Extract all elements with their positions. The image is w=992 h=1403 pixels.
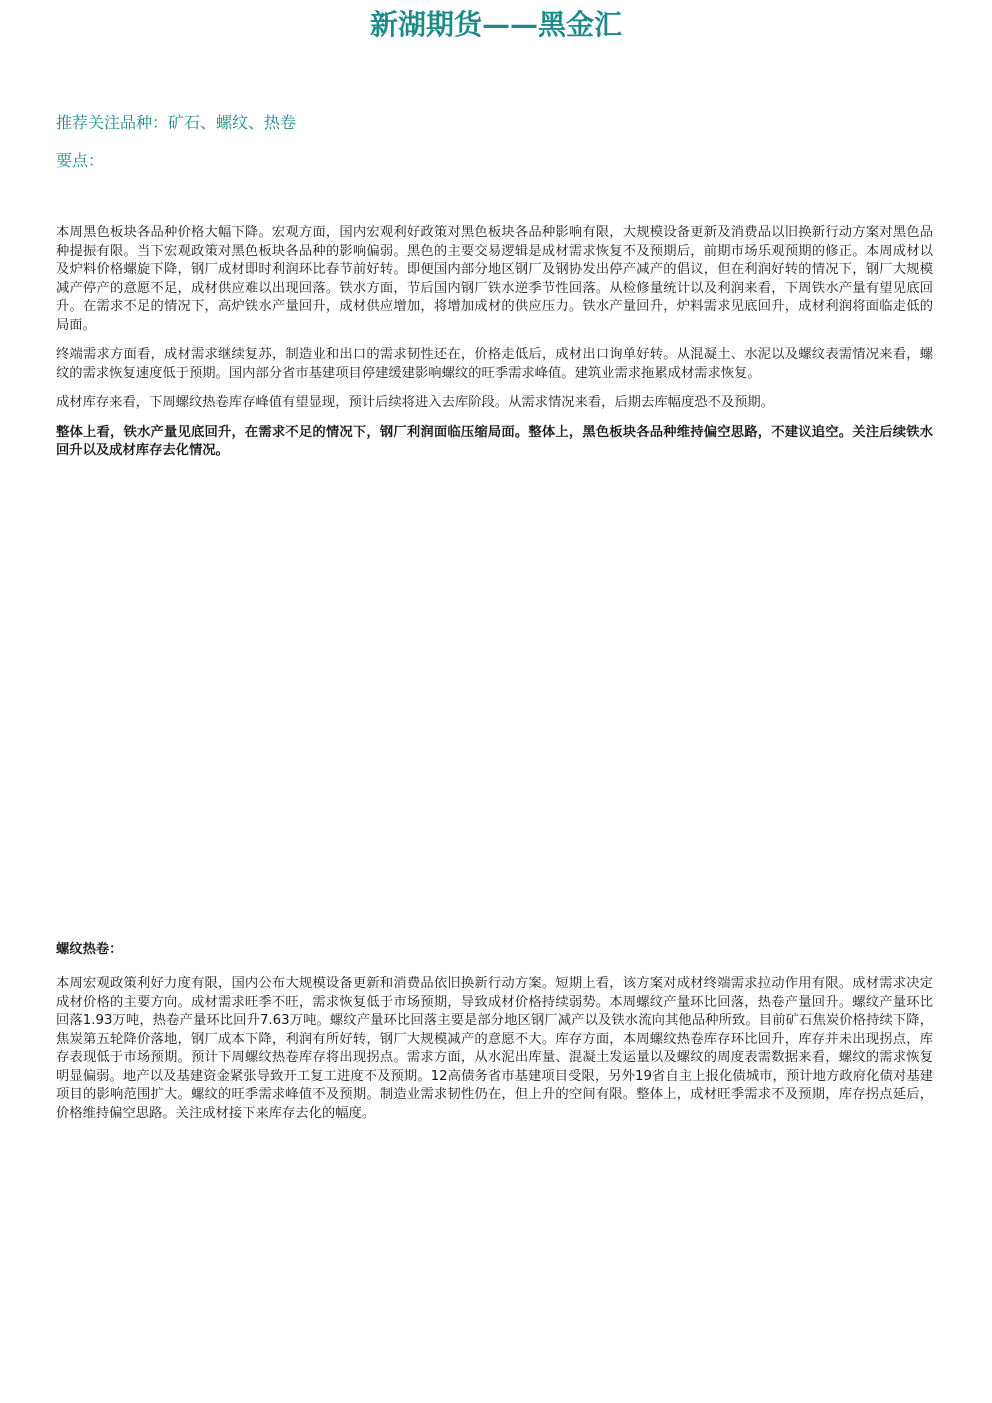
rebar-paragraph: 本周宏观政策利好力度有限，国内公布大规模设备更新和消费品依旧换新行动方案。短期上看，该方案对成材终端需求拉动作用有限。成材需求决定成材价格的主要方向。成材需求旺季不旺，需求恢复低于市场预期，导致成材价格持续弱势。本周螺纹产量环比回落，热卷产量回升。螺纹产量环比回落1.93万吨，热卷产量环比回升7.63万吨。螺纹产量环比回落主要是部分地区钢厂减产以及铁水流向其他品种所致。目前矿石焦炭价格持续下降，焦炭第五轮降价落地，钢厂成本下降，利润有所好转，钢厂大规模减产的意愿不大。库存方面，本周螺纹热卷库存环比回升，库存并未出现拐点，库存表现低于市场预期。预计下周螺纹热卷库存将出现拐点。需求方面，从水泥出库量、混凝土发运量以及螺纹的周度表需数据来看，螺纹的需求恢复明显偏弱。地产以及基建资金紧张导致开工复工进度不及预期。12高债务省市基建项目受限，另外19省自主上报化债城市，预计地方政府化债对基建项目的影响范围扩大。螺纹的旺季需求峰值不及预期。制造业需求韧性仍在，但上升的空间有限。整体上，成材旺季需求不及预期，库存拐点延后，价格维持偏空思路。关注成材接下来库存去化的幅度。 — [56, 976, 933, 1121]
summary-paragraph-demand: 终端需求方面看，成材需求继续复苏，制造业和出口的需求韧性还在，价格走低后，成材出口询单好转。从混凝土、水泥以及螺纹表需情况来看，螺纹的需求恢复速度低于预期。国内部分省市基建项目停建缓建影响螺纹的旺季需求峰值。建筑业需求拖累成材需求恢复。 — [56, 347, 933, 381]
summary-paragraph-conclusion: 整体上看，铁水产量见底回升，在需求不足的情况下，钢厂利润面临压缩局面。整体上，黑色板块各品种维持偏空思路，不建议追空。关注后续铁水回升以及成材库存去化情况。 — [56, 424, 933, 458]
recommended-varieties: 推荐关注品种：矿石、螺纹、热卷 — [56, 113, 297, 132]
key-points-heading: 要点： — [56, 151, 105, 170]
summary-section — [56, 224, 933, 461]
rebar-section-heading: 螺纹热卷： — [56, 942, 123, 957]
summary-paragraph-macro: 本周黑色板块各品种价格大幅下降。宏观方面，国内宏观利好政策对黑色板块各品种影响有限，大规模设备更新及消费品以旧换新行动方案对黑色品种提振有限。当下宏观政策对黑色板块各品种的影响偏弱。黑色的主要交易逻辑是成材需求恢复不及预期后，前期市场乐观预期的修正。本周成材以及炉料价格螺旋下降，钢厂成材即时利润环比春节前好转。即便国内部分地区钢厂及钢协发出停产减产的倡议，但在利润好转的情况下，钢厂大规模减产停产的意愿不足，成材供应难以出现回落。铁水方面，节后国内钢厂铁水逆季节性回落。从检修量统计以及利润来看，下周铁水产量有望见底回升。在需求不足的情况下，高炉铁水产量回升，成材供应增加，将增加成材的供应压力。铁水产量回升，炉料需求见底回升，成材利润将面临走低的局面。 — [56, 225, 933, 333]
summary-paragraph-inventory: 成材库存来看，下周螺纹热卷库存峰值有望显现，预计后续将进入去库阶段。从需求情况来看，后期去库幅度恐不及预期。 — [56, 395, 775, 410]
page-title: 新湖期货——黑金汇 — [369, 8, 622, 41]
rebar-section — [56, 975, 933, 1123]
